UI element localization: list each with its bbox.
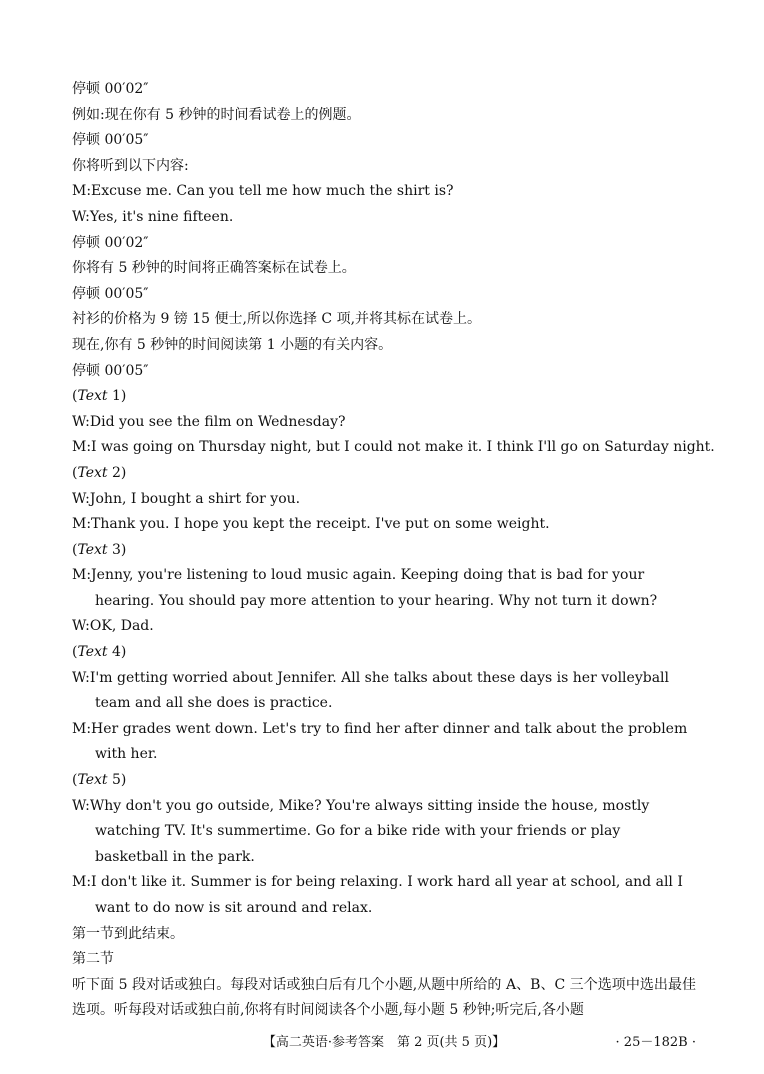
dialogue-line: M:I don't like it. Summer is for being relaxing. I work hard all year at school, and all I want to do now is sit around and relax. bbox=[72, 874, 683, 916]
text-number: 3 bbox=[111, 541, 121, 558]
dialogue-line: W:I'm getting worried about Jennifer. All she talks about these days is her volleyball team and all she does is practice. bbox=[72, 669, 669, 712]
text-number: 1 bbox=[111, 388, 121, 405]
example-dialogue-line: M:Excuse me. Can you tell me how much the shirt is? bbox=[72, 183, 454, 200]
text-heading: (Text 4) bbox=[72, 644, 127, 661]
pause-line: 停顿 00′02″ bbox=[72, 81, 149, 97]
section-title: 第二节 bbox=[72, 951, 114, 968]
pause-line: 停顿 00′05″ bbox=[72, 285, 149, 302]
example-explanation: 衬衫的价格为 9 镑 15 便士,所以你选择 C 项,并将其标在试卷上。 bbox=[72, 311, 482, 328]
text-heading: (Text 2) bbox=[72, 464, 127, 481]
dialogue-line: M:Jenny, you're listening to loud music again. Keeping doing that is bad for your hearing. You should pay more attention to your hearing. Why not turn it down? bbox=[72, 567, 658, 609]
example-intro: 你将听到以下内容: bbox=[72, 157, 189, 174]
text-number: 5 bbox=[111, 772, 121, 789]
answer-instruction: 你将有 5 秒钟的时间将正确答案标在试卷上。 bbox=[72, 260, 356, 277]
text-label: Text bbox=[77, 541, 108, 558]
pause-line: 停顿 00′02″ bbox=[72, 234, 149, 251]
example-instruction: 例如:现在你有 5 秒钟的时间看试卷上的例题。 bbox=[72, 106, 361, 123]
dialogue-line: W:Why don't you go outside, Mike? You're always sitting inside the house, mostly watching TV. It's summertime. Go for a bike ride with your friends or play basketball in the park. bbox=[72, 797, 650, 865]
text-heading: (Text 3) bbox=[72, 541, 127, 558]
section-instructions: 听下面 5 段对话或独白。每段对话或独白后有几个小题,从题中所给的 A、B、C 三个选项中选出最佳选项。听每段对话或独白前,你将有时间阅读各个小题,每小题 5 秒钟;听完后,各小题 bbox=[72, 976, 696, 1019]
footer-code: · 25－182B · bbox=[615, 1035, 696, 1050]
text-heading: (Text 1) bbox=[72, 388, 127, 405]
pause-line: 停顿 00′05″ bbox=[72, 362, 149, 379]
dialogue-line: W:Did you see the film on Wednesday? bbox=[72, 413, 346, 430]
text-heading: (Text 5) bbox=[72, 772, 127, 789]
pause-line: 停顿 00′05″ bbox=[72, 132, 149, 149]
example-dialogue-line: W:Yes, it's nine fifteen. bbox=[72, 208, 234, 225]
text-label: Text bbox=[77, 388, 108, 405]
section-end: 第一节到此结束。 bbox=[72, 925, 184, 942]
reading-instruction: 现在,你有 5 秒钟的时间阅读第 1 小题的有关内容。 bbox=[72, 336, 393, 353]
dialogue-line: M:Her grades went down. Let's try to find her after dinner and talk about the problem with her. bbox=[72, 720, 688, 763]
listening-script bbox=[72, 77, 715, 1024]
dialogue-line: W:John, I bought a shirt for you. bbox=[72, 490, 301, 507]
dialogue-line: M:I was going on Thursday night, but I could not make it. I think I'll go on Saturday night. bbox=[72, 439, 715, 456]
footer-page-info: 【高二英语·参考答案 第 2 页(共 5 页)】 bbox=[262, 1035, 506, 1050]
dialogue-line: M:Thank you. I hope you kept the receipt. I've put on some weight. bbox=[72, 516, 550, 533]
page-footer bbox=[72, 1031, 696, 1051]
text-number: 4 bbox=[111, 644, 121, 661]
text-label: Text bbox=[77, 464, 108, 481]
text-label: Text bbox=[77, 772, 108, 789]
text-number: 2 bbox=[111, 464, 121, 481]
dialogue-line: W:OK, Dad. bbox=[72, 618, 154, 635]
text-label: Text bbox=[77, 644, 108, 661]
